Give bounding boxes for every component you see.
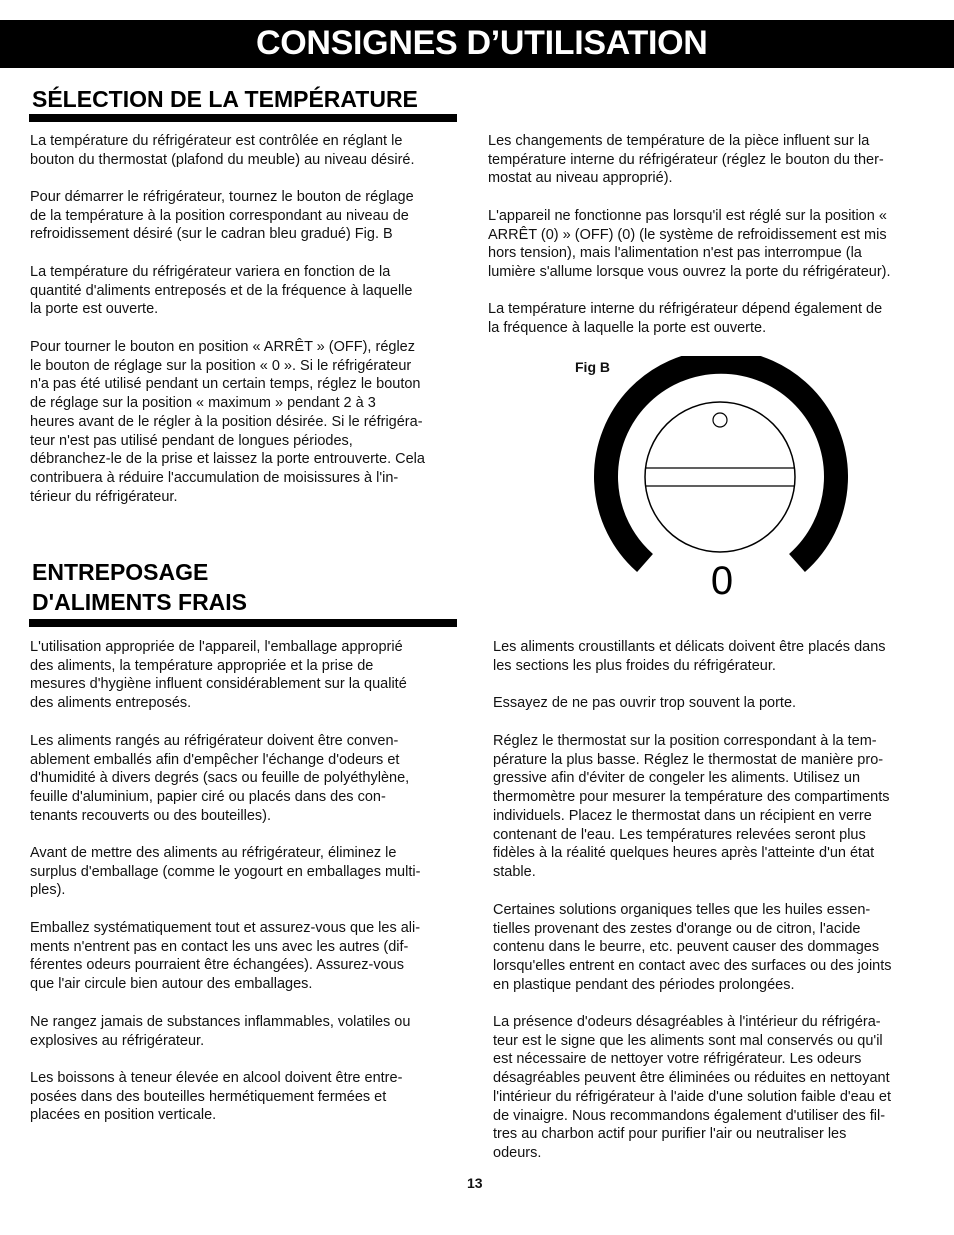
paragraph: L'utilisation appropriée de l'appareil, l'emballage approprié des aliments, la température appropriée et la prise de mesures d'hygiène influent considérablement sur la qualité des aliments entreposés. [30,639,407,712]
paragraph: La température interne du réfrigérateur dépend également de la fréquence à laquelle la porte est ouverte. [488,301,883,336]
paragraph: Certaines solutions organiques telles que les huiles essen- tielles provenant des zestes d'orange ou de citron, l'acide contenu dans le beurre, etc. peuvent causer des dommages lorsqu'elles entrent en contact avec des surfaces ou des joints en plastique pendant des périodes prolongées. [493,902,892,993]
dial-zero-label: 0 [710,559,734,603]
paragraph: Ne rangez jamais de substances inflammables, volatiles ou explosives au réfrigérateur. [30,1014,411,1049]
paragraph: L'appareil ne fonctionne pas lorsqu'il est réglé sur la position « ARRÊT (0) » (OFF) (0) (le système de refroidissement est mis hors tension), mais l'alimentation n'est pas interrompue (la lumière s'allume lorsque vous ouvrez la porte du réfrigérateur). [488,208,891,281]
paragraph: Réglez le thermostat sur la position correspondant à la tem- pérature la plus basse. Réglez le thermostat de manière pro- gressive afin d'éviter de congeler les aliments. Utilisez un thermomètre pour mesurer la température des compartiments individuels. Placez le thermostat dans un récipient en verre contenant de l'eau. Les températures relevées seront plus fidèles à la réalité quelques heures après l'atteinte d'un état stable. [493,733,890,880]
paragraph: Les aliments croustillants et délicats doivent être placés dans les sections les plus froides du réfrigérateur. [493,639,886,674]
paragraph: Pour démarrer le réfrigérateur, tournez le bouton de réglage de la température à la position correspondant au niveau de refroidissement désiré (sur le cadran bleu gradué) Fig. B [30,189,414,243]
paragraph: Les changements de température de la pièce influent sur la température interne du réfrigérateur (réglez le bouton du ther- mostat au niveau approprié). [488,133,884,187]
knob-indicator-icon [713,413,727,427]
paragraph: Emballez systématiquement tout et assurez-vous que les ali- ments n'entrent pas en contact les uns avec les autres (dif- férentes odeurs pourraient être échangées). Assurez-vous que l'air circule bien autour des emballages. [30,920,421,993]
thermostat-dial-figure [578,356,848,636]
paragraph: Essayez de ne pas ouvrir trop souvent la porte. [493,695,797,711]
section-rule [29,619,457,627]
section-title-storage-line1: ENTREPOSAGE [32,559,209,585]
paragraph: La température du réfrigérateur variera en fonction de la quantité d'aliments entreposés et de la fréquence à laquelle la porte est ouverte. [30,264,413,318]
section-title-temperature: SÉLECTION DE LA TEMPÉRATURE [32,86,418,112]
page-title: CONSIGNES D’UTILISATION [256,24,708,62]
paragraph: Les boissons à teneur élevée en alcool doivent être entre- posées dans des bouteilles hermétiquement fermées et placées en position verticale. [30,1070,403,1124]
header-banner [0,20,954,68]
figure-label: Fig B [575,359,610,375]
paragraph: La présence d'odeurs désagréables à l'intérieur du réfrigéra- teur est le signe que les aliments sont mal conservés ou qu'il est nécessaire de nettoyer votre réfrigérateur. Les odeurs désagréables peuvent être éliminées ou réduites en nettoyant l'intérieur du réfrigérateur à l'aide d'une solution faible d'eau et de vinaigre. Nous recommandons également d'utiliser des fil- tres au charbon actif pour purifier l'air ou neutraliser les odeurs. [493,1014,891,1161]
paragraph: La température du réfrigérateur est contrôlée en réglant le bouton du thermostat (plafond du meuble) au niveau désiré. [30,133,415,168]
page-number: 13 [467,1175,483,1191]
paragraph: Pour tourner le bouton en position « ARRÊT » (OFF), réglez le bouton de réglage sur la position « 0 ». Si le réfrigérateur n'a pas été utilisé pendant un certain temps, réglez le bouton de réglage sur la position « maximum » pendant 2 à 3 heures avant de le régler à la position désirée. Si le réfrigéra- teur n'est pas utilisé pendant de longues périodes, débranchez-le de la prise et laissez la porte entrouverte. Cela contribuera à réduire l'accumulation de moisissures à l'in- térieur du réfrigérateur. [30,339,425,505]
section-rule [29,114,457,122]
paragraph: Les aliments rangés au réfrigérateur doivent être conven- ablement emballés afin d'empêcher l'échange d'odeurs et d'humidité à divers degrés (sacs ou feuille de polyéthylène, feuille d'aluminium, papier ciré ou placés dans des con- tenants recouverts ou des bouteilles). [30,733,410,824]
section-title-storage-line2: D'ALIMENTS FRAIS [32,589,248,615]
paragraph: Avant de mettre des aliments au réfrigérateur, éliminez le surplus d'emballage (comme le yogourt en emballages multi- ples). [30,845,421,899]
